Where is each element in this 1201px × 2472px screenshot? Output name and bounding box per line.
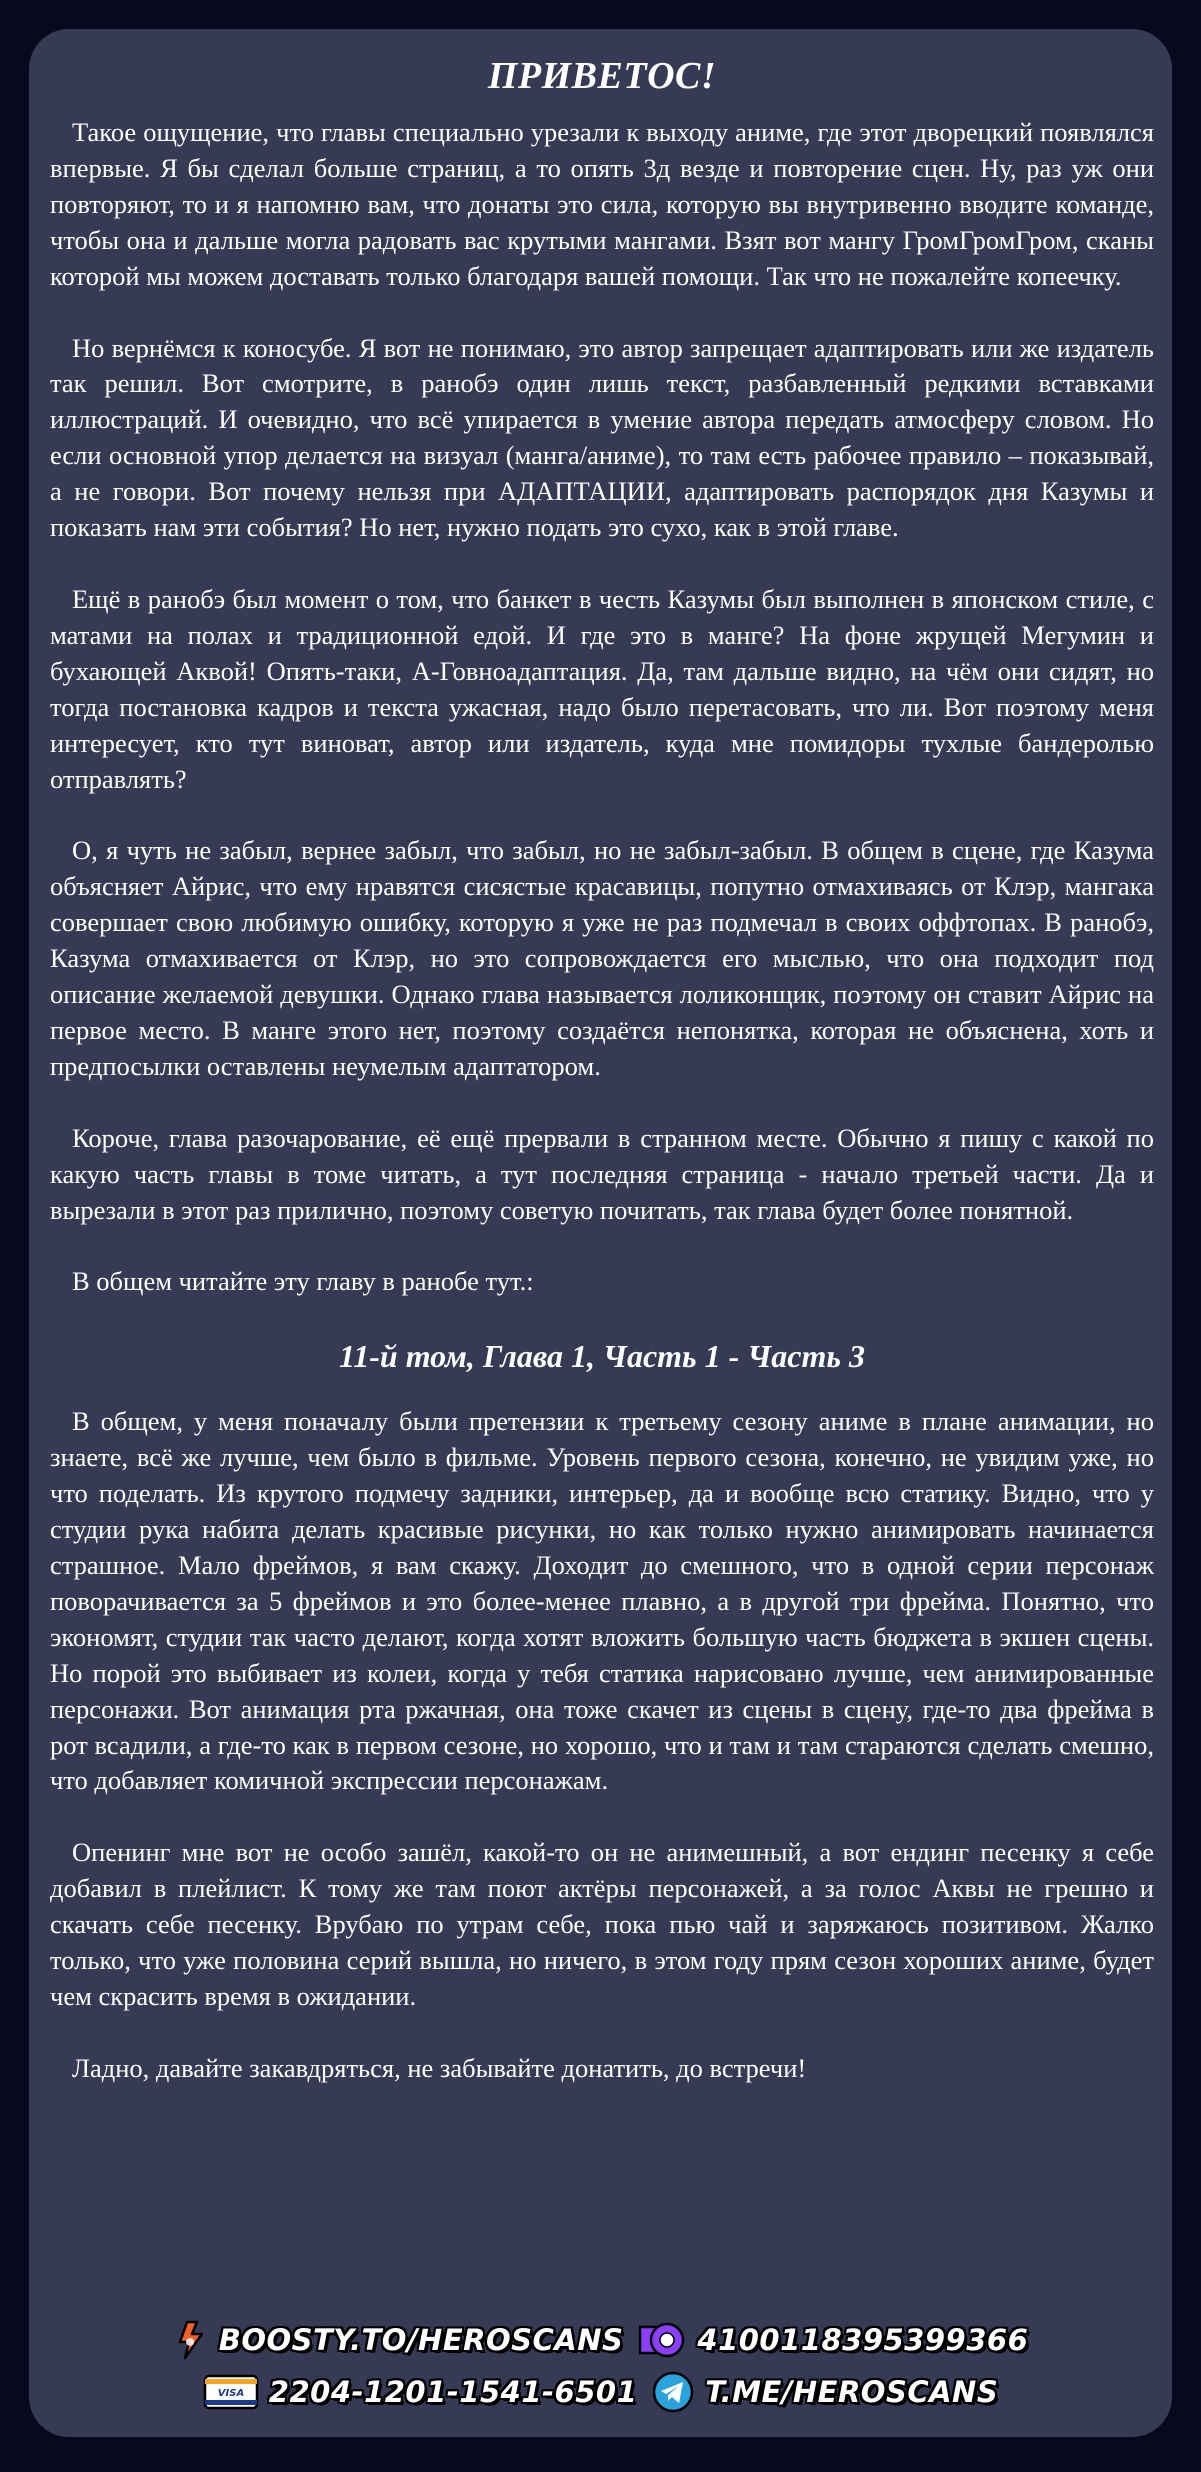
yoomoney-wallet: 4100118395399366 [697,2323,1029,2357]
paragraph-anime: В общем, у меня поначалу были претензии к третьему сезону аниме в плане анимации, но знаете, всё же лучше, чем было в фильме. Уровень первого сезона, конечно, не увидим уже, но что поделать. Из крутого подмечу задники, интерьер, да и вообще всю статику. Видно, что у студии рука набита делать красивые рисунки, но как только нужно анимировать начинается страшное. Мало фреймов, я вам скажу. Доходит до смешного, что в одной серии персонаж поворачивается за 5 фреймов и это более-менее плавно, а в другой три фрейма. Понятно, что экономят, студии так часто делают, когда хотят вложить большую часть бюджета в экшен сцены. Но порой это выбивает из колеи, когда у тебя статика нарисовано лучше, чем анимированные персонажи. Вот анимация рта ржачная, она тоже скачет из сцены в сцену, где-то два фрейма в рот всадили, а где-то как в первом сезоне, но хорошо, что и там и там стараются сделать смешно, что добавляет комичной экспрессии персонажам. [50,1406,1154,1796]
telegram-icon [651,2370,695,2414]
card-number-text: 2204-1201-1541-6501 [268,2375,638,2409]
message-card [29,29,1172,2437]
ranobe-reference: 11-й том, Глава 1, Часть 1 - Часть 3 [339,1338,865,1375]
paragraph-farewell: Ладно, давайте закавдряться, не забывайте донатить, до встречи! [72,2052,807,2083]
paragraph-donations: Такое ощущение, что главы специально урезали к выходу аниме, где этот дворецкий появлялся впервые. Я бы сделал больше страниц, а то опять 3д везде и повторение сцен. Ну, раз уж они повторяют, то и я напомню вам, что донаты это сила, которую вы внутривенно вводите команде, чтобы она и дальше могла радовать вас крутыми мангами. Взят вот мангу ГромГромГром, сканы которой мы можем доставать только благодаря вашей помощи. Так что не пожалейте копеечку. [50,117,1154,291]
yoomoney-link[interactable] [637,2321,1028,2359]
telegram-url: T.ME/HEROSCANS [705,2375,999,2409]
boosty-icon [173,2320,209,2360]
svg-text:VISA: VISA [217,2388,244,2399]
telegram-link[interactable] [651,2370,998,2414]
paragraph-read-here: В общем читайте эту главу в ранобе тут.: [72,1266,534,1297]
paragraph-opening: Опенинг мне вот не особо зашёл, какой-то он не анимешный, а вот ендинг песенку я себе добавил в плейлист. К тому же там поют актёры персонажей, а за голос Аквы не грешно и скачать себе песенку. Врубаю по утрам себе, пока пью чай и заряжаюсь позитивом. Жалко только, что уже половина серий вышла, но ничего, в этом году прям сезон хороших аниме, будет чем скрасить время в ожидании. [50,1837,1154,2011]
footer-row-1 [29,2314,1172,2366]
boosty-link[interactable] [173,2320,624,2360]
page-title: ПРИВЕТОС! [487,55,717,97]
paragraph-summary: Короче, глава разочарование, её ещё прервали в странном месте. Обычно я пишу с какой по какую часть главы в томе читать, а тут последняя страница - начало третьей части. Да и вырезали в этот раз прилично, поэтому советую почитать, так глава будет более понятной. [50,1122,1154,1225]
card-number [203,2374,637,2410]
paragraph-banquet: Ещё в ранобэ был момент о том, что банкет в честь Казумы был выполнен в японском стиле, с матами на полах и традиционной едой. И где это в манге? На фоне жрущей Мегумин и бухающей Аквой! Опять-таки, А-Говноадаптация. Да, там дальше видно, на чём они сидят, но тогда постановка кадров и текста ужасная, надо было перетасовать, что ли. Вот поэтому меня интересует, кто тут виноват, автор или издатель, куда мне помидоры тухлые бандеролью отправлять? [50,583,1154,794]
donation-footer [29,2314,1172,2418]
footer-row-2 [29,2366,1172,2418]
yoomoney-icon [637,2321,687,2359]
visa-card-icon [203,2374,259,2410]
paragraph-adaptation: Но вернёмся к коносубе. Я вот не понимаю, это автор запрещает адаптировать или же издатель так решил. Вот смотрите, в ранобэ один лишь текст, разбавленный редкими вставками иллюстраций. И очевидно, что всё упирается в умение автора передать атмосферу словом. Но если основной упор делается на визуал (манга/аниме), то там есть рабочее правило – показывай, а не говори. Вот почему нельзя при АДАПТАЦИИ, адаптировать распорядок дня Казумы и показать нам эти события? Но нет, нужно подать это сухо, как в этой главе. [50,332,1154,543]
boosty-url: BOOSTY.TO/HEROSCANS [218,2323,624,2357]
paragraph-iris: О, я чуть не забыл, вернее забыл, что забыл, но не забыл-забыл. В общем в сцене, где Казума объясняет Айрис, что ему нравятся сисястые красавицы, попутно отмахиваясь от Клэр, мангака совершает свою любимую ошибку, которую я уже не раз подмечал в своих оффтопах. В ранобэ, Казума отмахивается от Клэр, но это сопровождается его мыслью, что она подходит под описание желаемой девушки. Однако глава называется лоликонщик, поэтому он ставит Айрис на первое место. В манге этого нет, поэтому создаётся непонятка, которая не объяснена, хоть и предпосылки оставлены неумелым адаптатором. [50,835,1154,1081]
